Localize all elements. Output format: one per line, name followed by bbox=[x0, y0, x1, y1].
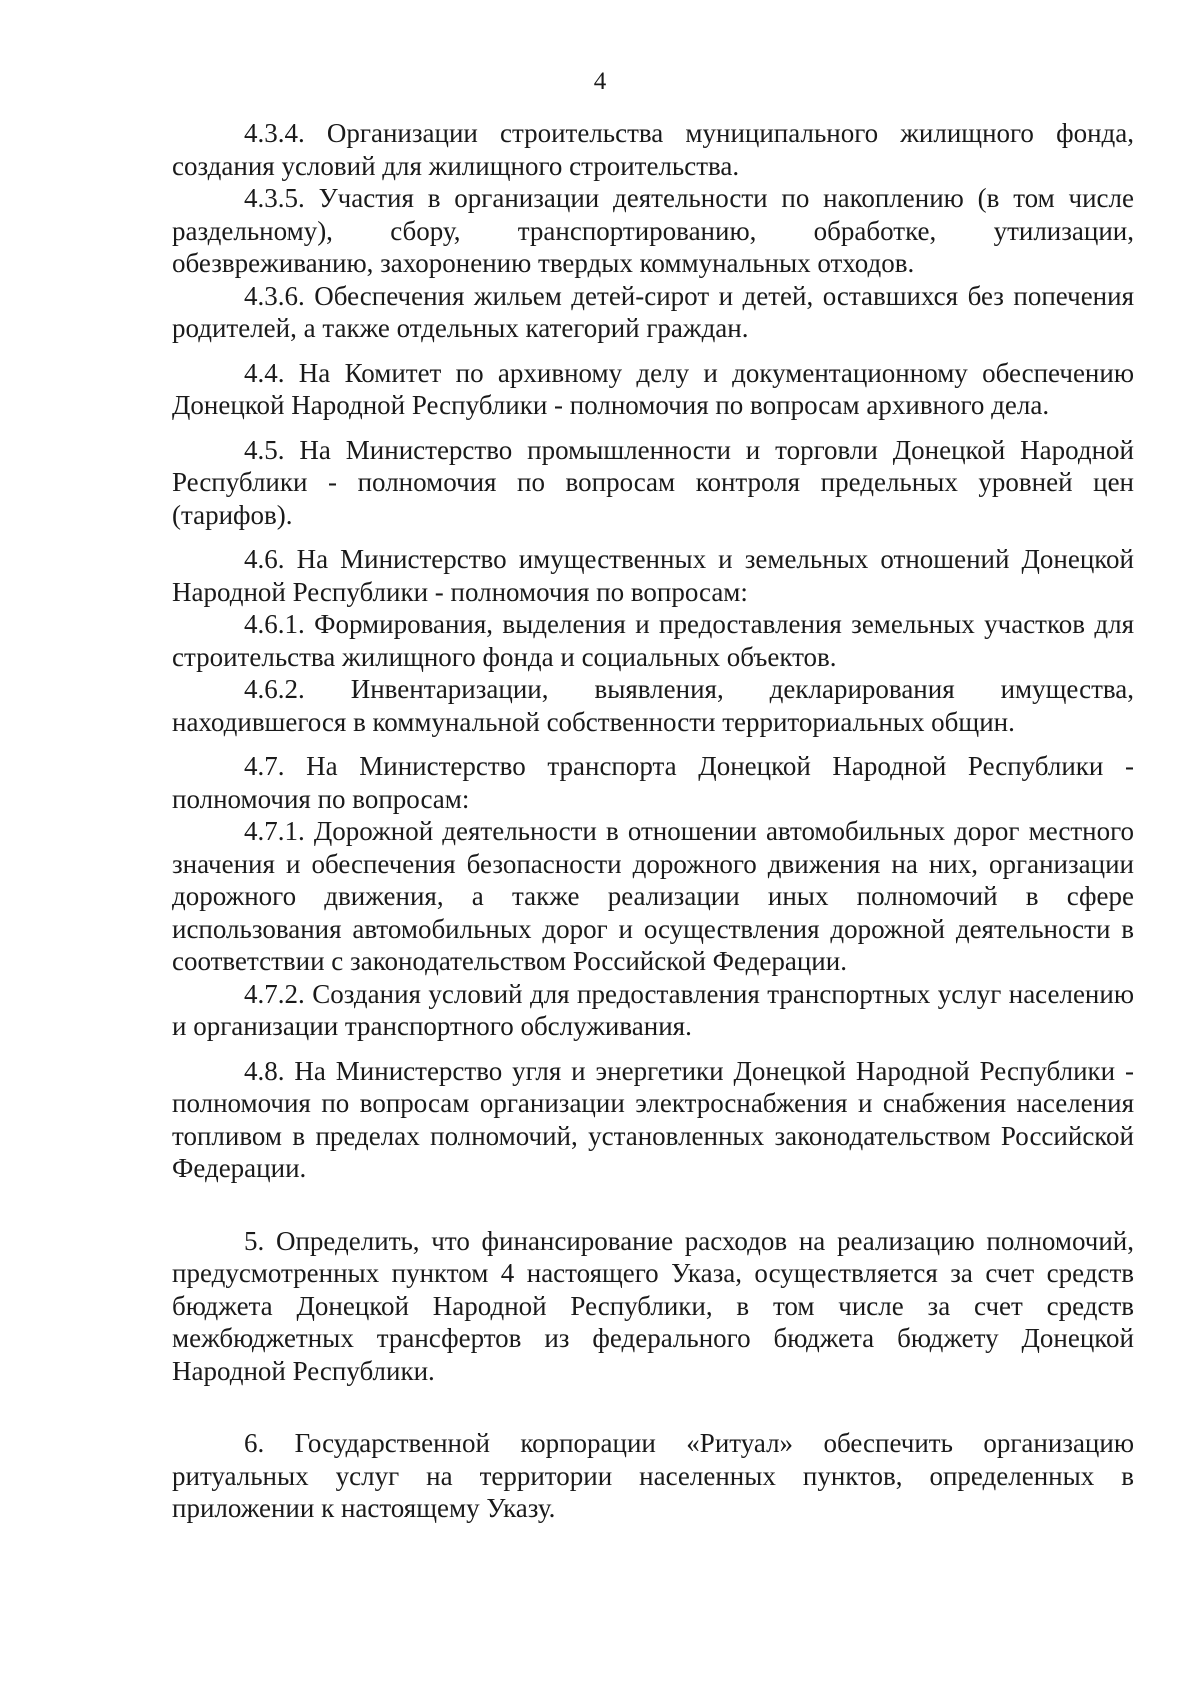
clause-4-6-1: 4.6.1. Формирования, выделения и предоставления земельных участков для строительства жилищного фонда и социальных объектов. bbox=[172, 609, 1134, 672]
clause-4-7-1: 4.7.1. Дорожной деятельности в отношении автомобильных дорог местного значения и обеспечения безопасности дорожного движения на них, организации дорожного движения, а также реализации иных полномочий в сфере использования автомобильных дорог и осуществления дорожной деятельности в соответствии с законодательством Российской Федерации. bbox=[172, 816, 1134, 976]
clause-4-5: 4.5. На Министерство промышленности и торговли Донецкой Народной Республики - полномочия по вопросам контроля предельных уровней цен (тарифов). bbox=[172, 434, 1134, 530]
clause-4-7-2: 4.7.2. Создания условий для предоставления транспортных услуг населению и организации транспортного обслуживания. bbox=[172, 978, 1134, 1041]
clause-4-3-4: 4.3.4. Организации строительства муниципального жилищного фонда, создания условий для жилищного строительства. bbox=[172, 118, 1134, 181]
clause-4-3-6: 4.3.6. Обеспечения жильем детей-сирот и детей, оставшихся без попечения родителей, а также отдельных категорий граждан. bbox=[172, 280, 1134, 343]
document-body bbox=[172, 117, 1134, 1525]
page-number: 4 bbox=[593, 68, 607, 95]
clause-4-3-5: 4.3.5. Участия в организации деятельности по накоплению (в том числе раздельному), сбору, транспортированию, обработке, утилизации, обезвреживанию, захоронению твердых коммунальных отходов. bbox=[172, 183, 1134, 278]
clause-4-6-2: 4.6.2. Инвентаризации, выявления, декларирования имущества, находившегося в коммунальной собственности территориальных общин. bbox=[172, 674, 1134, 737]
clause-4-8: 4.8. На Министерство угля и энергетики Донецкой Народной Республики - полномочия по вопросам организации электроснабжения и снабжения населения топливом в пределах полномочий, установленных законодательством Российской Федерации. bbox=[172, 1055, 1134, 1183]
clause-4-7: 4.7. На Министерство транспорта Донецкой Народной Республики - полномочия по вопросам: bbox=[172, 751, 1134, 814]
clause-4-4: 4.4. На Комитет по архивному делу и документационному обеспечению Донецкой Народной Республики - полномочия по вопросам архивного дела. bbox=[172, 357, 1134, 420]
clause-5: 5. Определить, что финансирование расходов на реализацию полномочий, предусмотренных пунктом 4 настоящего Указа, осуществляется за счет средств бюджета Донецкой Народной Республики, в том числе за счет средств межбюджетных трансфертов из федерального бюджета бюджету Донецкой Народной Республики. bbox=[172, 1225, 1134, 1386]
clause-6: 6. Государственной корпорации «Ритуал» обеспечить организацию ритуальных услуг на территории населенных пунктов, определенных в приложении к настоящему Указу. bbox=[172, 1428, 1134, 1523]
clause-4-6: 4.6. На Министерство имущественных и земельных отношений Донецкой Народной Республики - полномочия по вопросам: bbox=[172, 544, 1134, 607]
